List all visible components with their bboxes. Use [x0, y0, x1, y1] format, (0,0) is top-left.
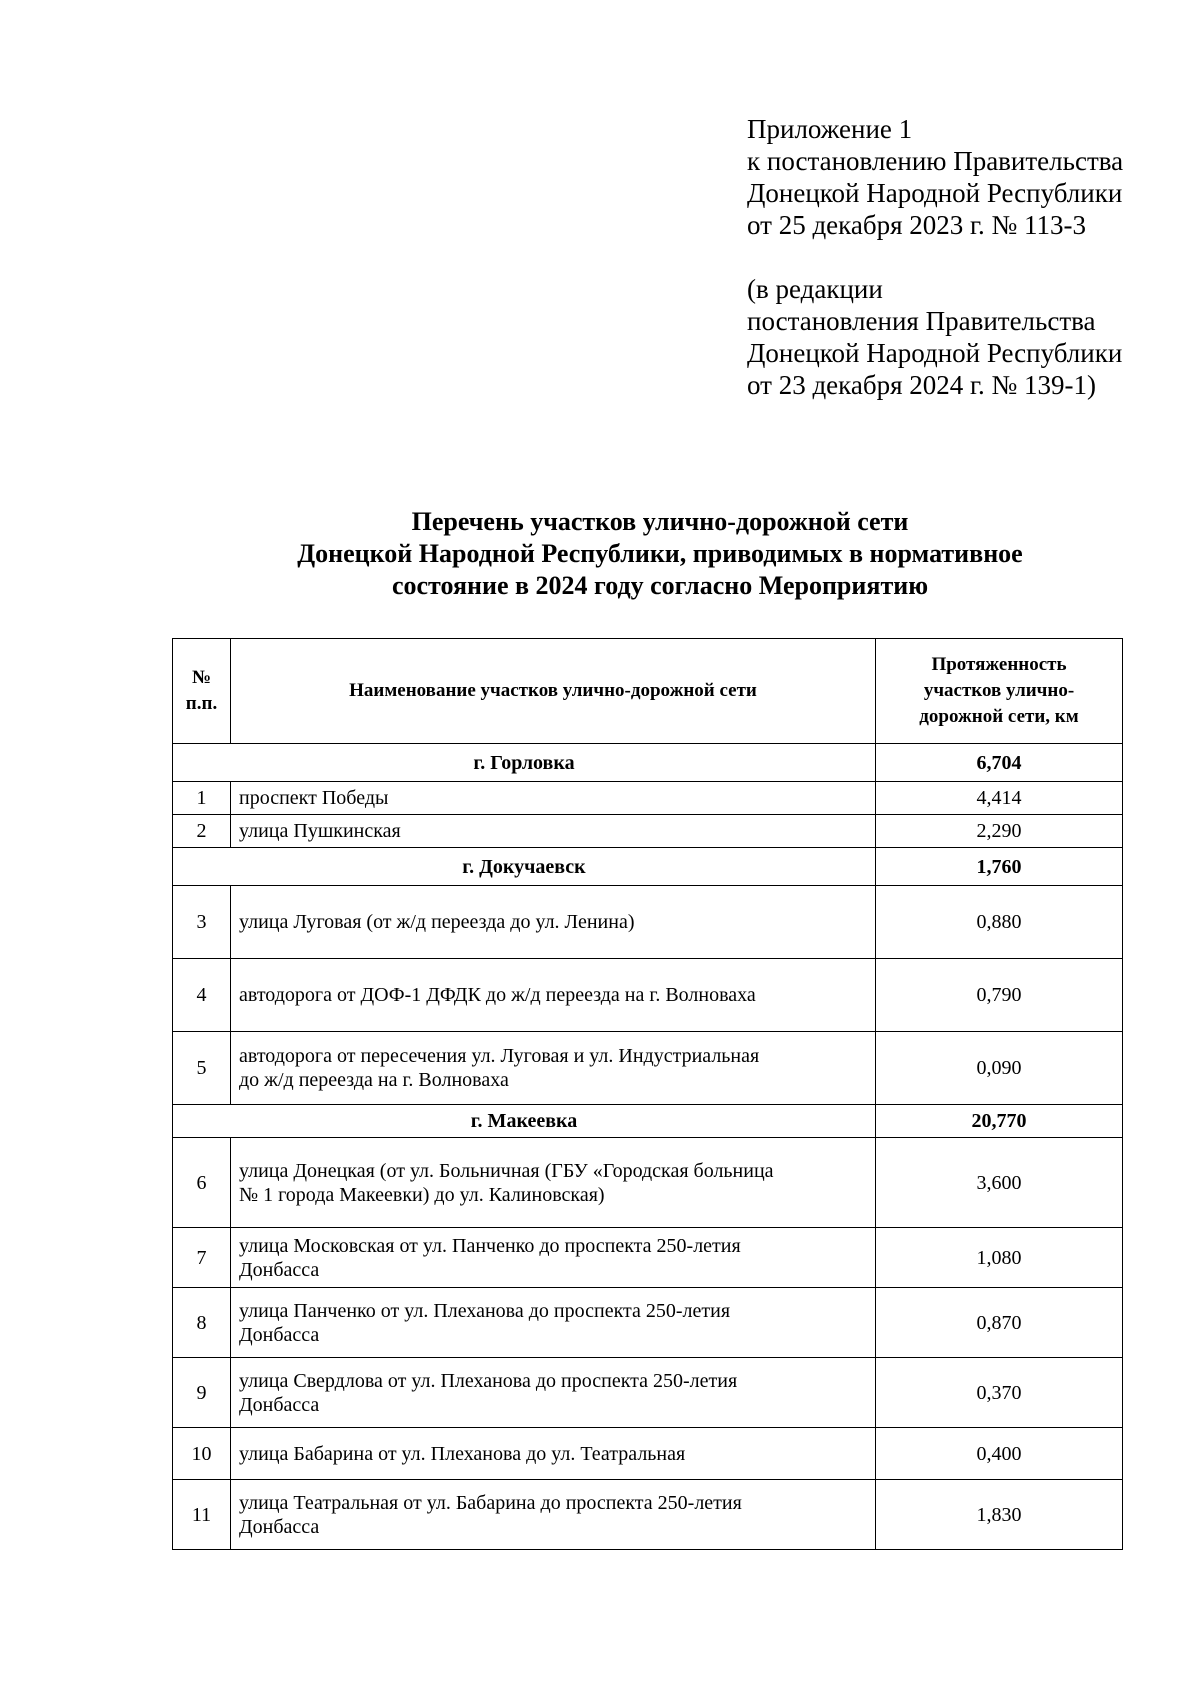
table-row: [173, 1358, 1123, 1428]
section-name: автодорога от пересечения ул. Луговая и ул. Индустриальная до ж/д переезда на г. Волноваха: [231, 1032, 876, 1105]
city-name: г. Горловка: [173, 744, 876, 782]
appendix-block: [747, 113, 1177, 401]
title-line: состояние в 2024 году согласно Мероприятию: [391, 571, 929, 600]
row-number: 2: [173, 815, 231, 848]
section-length: 0,090: [876, 1032, 1123, 1105]
section-length: 0,870: [876, 1288, 1123, 1358]
section-length: 0,370: [876, 1358, 1123, 1428]
row-number: 10: [173, 1428, 231, 1480]
revision-line: Донецкой Народной Республики: [747, 338, 1123, 368]
row-number: 6: [173, 1138, 231, 1228]
row-number: 4: [173, 959, 231, 1032]
section-name: улица Бабарина от ул. Плеханова до ул. Театральная: [231, 1428, 876, 1480]
section-name: автодорога от ДОФ-1 ДФДК до ж/д переезда на г. Волноваха: [231, 959, 876, 1032]
city-total-length: 1,760: [876, 848, 1123, 886]
header-name: Наименование участков улично-дорожной сети: [231, 639, 876, 744]
table-row: [173, 1032, 1123, 1105]
section-name: улица Панченко от ул. Плеханова до проспекта 250-летия Донбасса: [231, 1288, 876, 1358]
table-row: [173, 1428, 1123, 1480]
city-total-length: 6,704: [876, 744, 1123, 782]
section-length: 4,414: [876, 782, 1123, 815]
appendix-line: к постановлению Правительства: [747, 146, 1124, 176]
revision-line: постановления Правительства: [747, 306, 1096, 336]
city-row: [173, 744, 1123, 782]
section-name: улица Луговая (от ж/д переезда до ул. Ленина): [231, 886, 876, 959]
row-number: 5: [173, 1032, 231, 1105]
row-number: 9: [173, 1358, 231, 1428]
section-name: проспект Победы: [231, 782, 876, 815]
section-length: 3,600: [876, 1138, 1123, 1228]
table-row: [173, 1138, 1123, 1228]
title-line: Донецкой Народной Республики, приводимых в нормативное: [297, 539, 1023, 568]
section-length: 1,830: [876, 1480, 1123, 1550]
table-row: [173, 1480, 1123, 1550]
table-row: [173, 782, 1123, 815]
revision-line: от 23 декабря 2024 г. № 139-1): [747, 370, 1097, 400]
row-number: 1: [173, 782, 231, 815]
section-name: улица Донецкая (от ул. Больничная (ГБУ «Городская больница № 1 города Макеевки) до ул. Калиновская): [231, 1138, 876, 1228]
city-name: г. Докучаевск: [173, 848, 876, 886]
table-row: [173, 815, 1123, 848]
section-name: улица Московская от ул. Панченко до проспекта 250-летия Донбасса: [231, 1228, 876, 1288]
city-row: [173, 1105, 1123, 1138]
section-length: 0,400: [876, 1428, 1123, 1480]
document-title: [0, 506, 1200, 602]
header-length: Протяженность участков улично- дорожной сети, км: [876, 639, 1123, 744]
city-row: [173, 848, 1123, 886]
section-name: улица Театральная от ул. Бабарина до проспекта 250-летия Донбасса: [231, 1480, 876, 1550]
table-row: [173, 1228, 1123, 1288]
section-name: улица Пушкинская: [231, 815, 876, 848]
table-header-row: [173, 639, 1123, 744]
row-number: 11: [173, 1480, 231, 1550]
appendix-line: Донецкой Народной Республики: [747, 178, 1123, 208]
row-number: 8: [173, 1288, 231, 1358]
appendix-line: от 25 декабря 2023 г. № 113-3: [747, 210, 1087, 240]
road-sections-table: [172, 638, 1123, 1550]
table-body: [173, 744, 1123, 1550]
section-length: 1,080: [876, 1228, 1123, 1288]
city-total-length: 20,770: [876, 1105, 1123, 1138]
appendix-spacer: [747, 241, 1177, 273]
header-num: № п.п.: [173, 639, 231, 744]
revision-line: (в редакции: [747, 274, 883, 304]
section-name: улица Свердлова от ул. Плеханова до проспекта 250-летия Донбасса: [231, 1358, 876, 1428]
row-number: 7: [173, 1228, 231, 1288]
section-length: 2,290: [876, 815, 1123, 848]
table-row: [173, 959, 1123, 1032]
row-number: 3: [173, 886, 231, 959]
section-length: 0,790: [876, 959, 1123, 1032]
table-row: [173, 886, 1123, 959]
city-name: г. Макеевка: [173, 1105, 876, 1138]
section-length: 0,880: [876, 886, 1123, 959]
appendix-line: Приложение 1: [747, 114, 913, 144]
table-row: [173, 1288, 1123, 1358]
title-line: Перечень участков улично-дорожной сети: [411, 507, 909, 536]
